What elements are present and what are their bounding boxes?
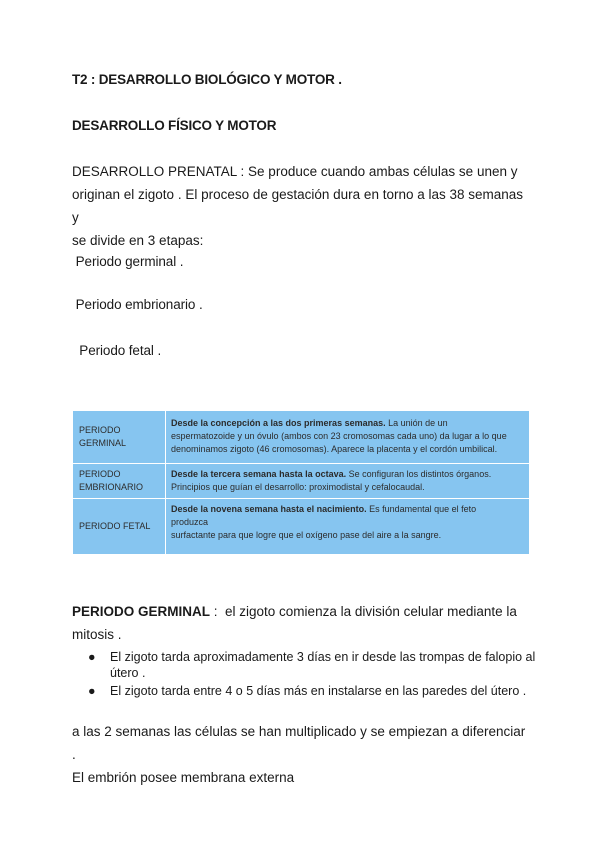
stages-table [73,411,529,554]
row-text: produzca [171,517,209,527]
row-label [79,468,161,494]
row-label-line: EMBRIONARIO [79,482,144,492]
section-heading: DESARROLLO FÍSICO Y MOTOR [72,118,277,133]
row-label-line: PERIODO FETAL [79,521,151,531]
germinal-text: : el zigoto comienza la división celular mediante la [210,604,517,619]
closing-line: a las 2 semanas las células se han multiplicado y se empiezan a diferenciar . [72,724,526,762]
prenatal-line: originan el zigoto . El proceso de gestación dura en torno a las 38 semanas y [72,187,524,225]
bullet-icon: ● [88,650,96,664]
row-label-line: PERIODO [79,469,121,479]
germinal-heading: PERIODO GERMINAL [72,604,211,619]
table-row [73,463,529,499]
list-item-text: El zigoto tarda entre 4 o 5 días más en instalarse en las paredes del útero . [110,684,527,698]
row-bold-text: Desde la concepción a las dos primeras semanas. [171,418,386,428]
row-text: La unión de un [385,418,448,428]
bullet-list [88,649,538,701]
row-bold-text: Desde la tercera semana hasta la octava. [171,469,347,479]
stage-germinal: Periodo germinal . [72,254,184,269]
row-description [171,468,525,494]
prenatal-line: DESARROLLO PRENATAL : Se produce cuando ambas células se unen y [72,164,518,179]
table-row [73,411,529,463]
list-item-text: El zigoto tarda aproximadamente 3 días en ir desde las trompas de falopio al [110,650,536,664]
germinal-paragraph [72,600,532,646]
row-description [171,503,525,542]
row-label-line: PERIODO [79,425,121,435]
row-label-line: GERMINAL [79,438,127,448]
closing-paragraph [72,720,532,789]
row-bold-text: Desde la novena semana hasta el nacimiento. [171,504,367,514]
stage-fetal: Periodo fetal . [72,343,162,358]
prenatal-line: se divide en 3 etapas: [72,233,204,248]
row-text: espermatozoide y un óvulo (ambos con 23 cromosomas cada uno) da lugar a lo que [171,431,507,441]
row-text: Se configuran los distintos órganos. [346,469,492,479]
row-text: denominamos zigoto (46 cromosomas). Aparece la placenta y el cordón umbilical. [171,444,498,454]
row-label [79,520,161,533]
closing-line: El embrión posee membrana externa [72,770,295,785]
germinal-text: mitosis . [72,627,122,642]
row-text: Principios que guían el desarrollo: proximodistal y cefalocaudal. [171,482,425,492]
row-text: Es fundamental que el feto [366,504,477,514]
bullet-icon: ● [88,684,96,698]
row-description [171,417,525,456]
prenatal-paragraph [72,160,532,252]
stage-embrionario: Periodo embrionario . [72,297,203,312]
row-text: surfactante para que logre que el oxígeno pase del aire a la sangre. [171,530,442,540]
list-item [88,649,538,681]
row-label [79,424,161,450]
table-row [73,498,529,555]
list-item-text: útero . [110,666,146,680]
document-title: T2 : DESARROLLO BIOLÓGICO Y MOTOR . [72,72,342,87]
list-item [88,683,538,699]
